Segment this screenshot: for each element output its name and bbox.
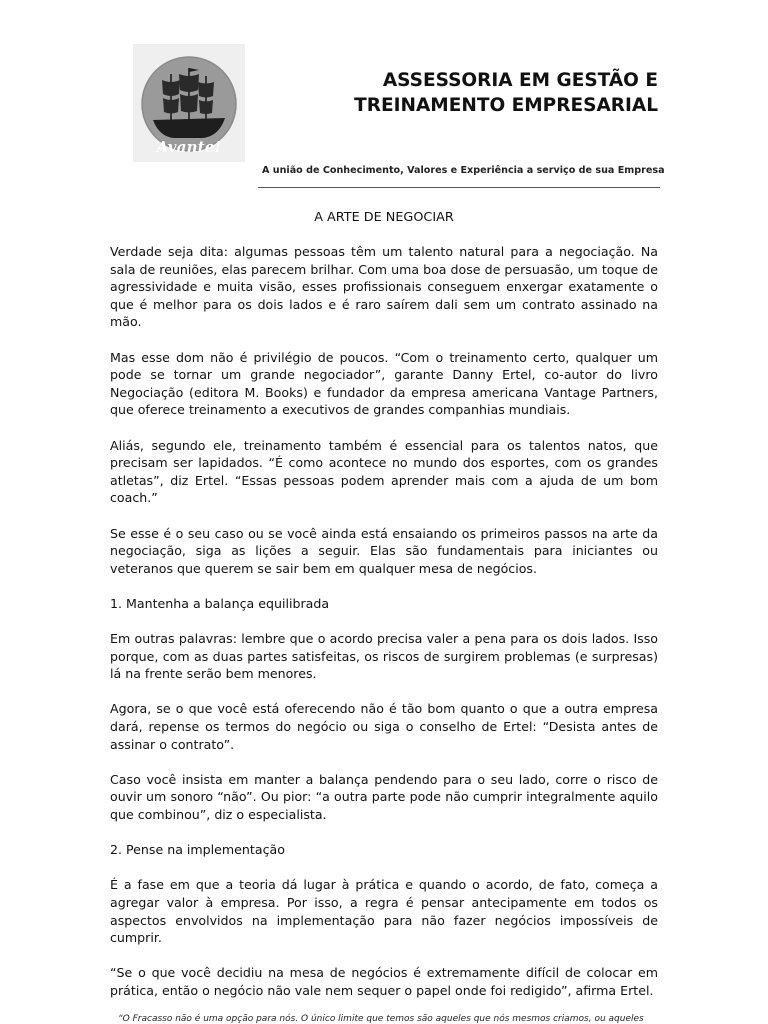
paragraph: “Se o que você decidiu na mesa de negócios é extremamente difícil de colocar em prática, então o negócio não vale nem sequer o papel onde foi redigido”, afirma Ertel. [110,965,658,998]
logo-text: Avante! [156,138,222,156]
company-name-line-2: TREINAMENTO EMPRESARIAL [354,95,658,116]
section-heading: 1. Mantenha a balança equilibrada [110,595,330,611]
company-name [298,68,658,118]
footer-quote: “O Fracasso não é uma opção para nós. O único limite que temos são aqueles que nós mesmos criamos, ou aqueles [118,1014,644,1024]
company-logo [133,44,245,162]
section-heading: 2. Pense na implementação [110,842,285,858]
paragraph: Agora, se o que você está oferecendo não é tão bom quanto o que a outra empresa dará, repense os termos do negócio ou siga o conselho de Ertel: “Desista antes de assinar o contrato”. [110,701,658,752]
paragraph: É a fase em que a teoria dá lugar à prática e quando o acordo, de fato, começa a agregar valor à empresa. Por isso, a regra é pensar antecipamente em todos os aspectos envolvidos na implementação para não fazer negócios impossíveis de cumprir. [110,877,658,946]
document-body [110,243,658,1017]
paragraph: Em outras palavras: lembre que o acordo precisa valer a pena para os dois lados. Isso porque, com as duas partes satisfeitas, os riscos de surgirem problemas (e surpresas) lá na frente serão bem menores. [110,631,658,682]
company-tagline: A união de Conhecimento, Valores e Experiência a serviço de sua Empresa [262,165,665,176]
paragraph: Aliás, segundo ele, treinamento também é essencial para os talentos natos, que precisam ser lapidados. “É como acontece no mundo dos esportes, com os grandes atletas”, diz Ertel. “Essas pessoas podem aprender mais com a ajuda de um bom coach.” [110,437,658,506]
paragraph: Mas esse dom não é privilégio de poucos. “Com o treinamento certo, qualquer um pode se tornar um grande negociador”, garante Danny Ertel, co-autor do livro Negociação (editora M. Books) e fundador da empresa americana Vantage Partners, que oferece treinamento a executivos de grandes companhias mundiais. [110,349,658,418]
paragraph: Caso você insista em manter a balança pendendo para o seu lado, corre o risco de ouvir um sonoro “não”. Ou pior: “a outra parte pode não cumprir integralmente aquilo que combinou”, diz o especialista. [110,771,658,822]
document-title: A ARTE DE NEGOCIAR [314,210,454,225]
header-divider [258,187,660,188]
paragraph: Verdade seja dita: algumas pessoas têm um talento natural para a negociação. Na sala de reuniões, elas parecem brilhar. Com uma boa dose de persuasão, um toque de agressividade e muita visão, esses profissionais conseguem enxergar exatamente o que é melhor para os dois lados e é raro saírem dali sem um contrato assinado na mão. [110,244,658,330]
paragraph: Se esse é o seu caso ou se você ainda está ensaiando os primeiros passos na arte da negociação, siga as lições a seguir. Elas são fundamentais para iniciantes ou veteranos que querem se sair bem em qualquer mesa de negócios. [110,525,658,576]
company-name-line-1: ASSESSORIA EM GESTÃO E [382,70,658,91]
